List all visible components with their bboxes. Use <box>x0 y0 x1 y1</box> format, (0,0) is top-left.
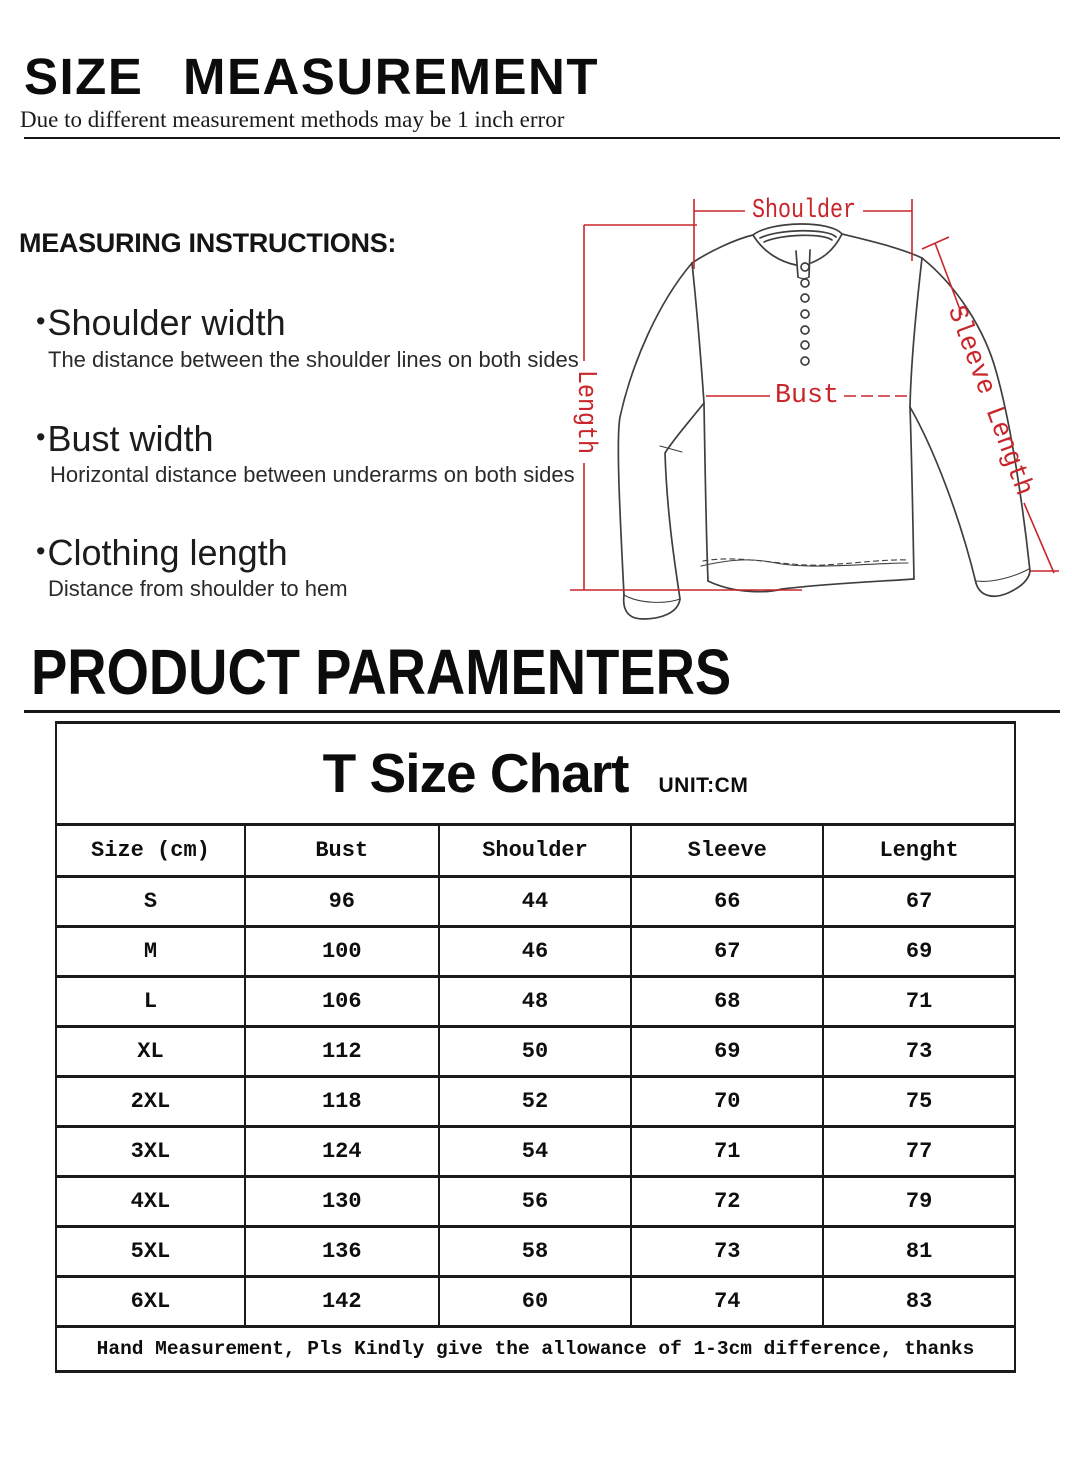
size-value-cell: 60 <box>439 1277 632 1327</box>
table-row <box>56 1027 1015 1077</box>
size-value-cell: 50 <box>439 1027 632 1077</box>
size-value-cell: 58 <box>439 1227 632 1277</box>
size-value-cell: 96 <box>245 877 439 927</box>
size-value-cell: 73 <box>631 1227 823 1277</box>
column-header: Size (cm) <box>56 825 245 877</box>
parameters-heading: PRODUCT PARAMENTERS <box>31 636 732 708</box>
size-table-body <box>56 877 1015 1327</box>
size-value-cell: 106 <box>245 977 439 1027</box>
size-value-cell: 66 <box>631 877 823 927</box>
size-value-cell: 112 <box>245 1027 439 1077</box>
size-value-cell: 71 <box>631 1127 823 1177</box>
table-unit: UNIT:CM <box>658 774 749 797</box>
size-value-cell: 56 <box>439 1177 632 1227</box>
bust-label: Bust <box>775 381 839 411</box>
size-label-cell: L <box>56 977 245 1027</box>
size-value-cell: 72 <box>631 1177 823 1227</box>
column-header: Sleeve <box>631 825 823 877</box>
size-label-cell: 6XL <box>56 1277 245 1327</box>
instruction-term: • Bust width <box>36 420 214 458</box>
size-value-cell: 70 <box>631 1077 823 1127</box>
size-value-cell: 81 <box>823 1227 1015 1277</box>
length-label: Length <box>570 370 600 468</box>
divider <box>24 137 1060 139</box>
shirt-outline <box>618 224 1030 619</box>
shirt-measurement-diagram <box>540 185 1072 630</box>
table-row <box>56 1177 1015 1227</box>
size-value-cell: 130 <box>245 1177 439 1227</box>
column-header: Bust <box>245 825 439 877</box>
size-value-cell: 142 <box>245 1277 439 1327</box>
page-title: SIZE MEASUREMENT <box>24 48 600 105</box>
page-subtitle: Due to different measurement methods may be 1 inch error <box>20 107 565 132</box>
table-title-cell <box>56 723 1015 825</box>
table-title-row <box>56 723 1015 825</box>
size-label-cell: M <box>56 927 245 977</box>
size-value-cell: 136 <box>245 1227 439 1277</box>
size-label-cell: 3XL <box>56 1127 245 1177</box>
size-chart-table <box>55 721 1016 1373</box>
size-value-cell: 46 <box>439 927 632 977</box>
size-value-cell: 69 <box>823 927 1015 977</box>
table-row <box>56 927 1015 977</box>
instruction-description: Horizontal distance between underarms on both sides <box>50 462 575 487</box>
size-value-cell: 67 <box>631 927 823 977</box>
size-value-cell: 48 <box>439 977 632 1027</box>
divider <box>24 710 1060 713</box>
sleeve-length-label: Sleeve Length <box>939 302 1042 510</box>
size-value-cell: 54 <box>439 1127 632 1177</box>
column-header: Shoulder <box>439 825 632 877</box>
instruction-description: The distance between the shoulder lines on both sides <box>48 347 579 372</box>
size-value-cell: 79 <box>823 1177 1015 1227</box>
size-value-cell: 75 <box>823 1077 1015 1127</box>
size-value-cell: 68 <box>631 977 823 1027</box>
size-label-cell: S <box>56 877 245 927</box>
size-value-cell: 52 <box>439 1077 632 1127</box>
table-row <box>56 1227 1015 1277</box>
table-row <box>56 977 1015 1027</box>
size-value-cell: 118 <box>245 1077 439 1127</box>
table-row <box>56 877 1015 927</box>
size-value-cell: 124 <box>245 1127 439 1177</box>
size-value-cell: 69 <box>631 1027 823 1077</box>
size-label-cell: 4XL <box>56 1177 245 1227</box>
size-value-cell: 74 <box>631 1277 823 1327</box>
size-label-cell: XL <box>56 1027 245 1077</box>
instruction-term: • Clothing length <box>36 534 288 572</box>
size-value-cell: 67 <box>823 877 1015 927</box>
instruction-term: • Shoulder width <box>36 304 286 342</box>
size-value-cell: 83 <box>823 1277 1015 1327</box>
table-footnote: Hand Measurement, Pls Kindly give the allowance of 1-3cm difference, thanks <box>56 1327 1015 1372</box>
column-header: Lenght <box>823 825 1015 877</box>
size-value-cell: 100 <box>245 927 439 977</box>
size-value-cell: 71 <box>823 977 1015 1027</box>
table-row <box>56 1077 1015 1127</box>
table-row <box>56 1127 1015 1177</box>
table-title: T Size Chart <box>322 742 629 804</box>
size-value-cell: 73 <box>823 1027 1015 1077</box>
size-label-cell: 5XL <box>56 1227 245 1277</box>
shoulder-label: Shoulder <box>752 196 856 226</box>
instruction-description: Distance from shoulder to hem <box>48 576 348 601</box>
size-value-cell: 77 <box>823 1127 1015 1177</box>
size-label-cell: 2XL <box>56 1077 245 1127</box>
table-footnote-row <box>56 1327 1015 1372</box>
size-value-cell: 44 <box>439 877 632 927</box>
size-table-header-row <box>56 825 1015 877</box>
instructions-heading: MEASURING INSTRUCTIONS: <box>19 228 397 258</box>
table-row <box>56 1277 1015 1327</box>
